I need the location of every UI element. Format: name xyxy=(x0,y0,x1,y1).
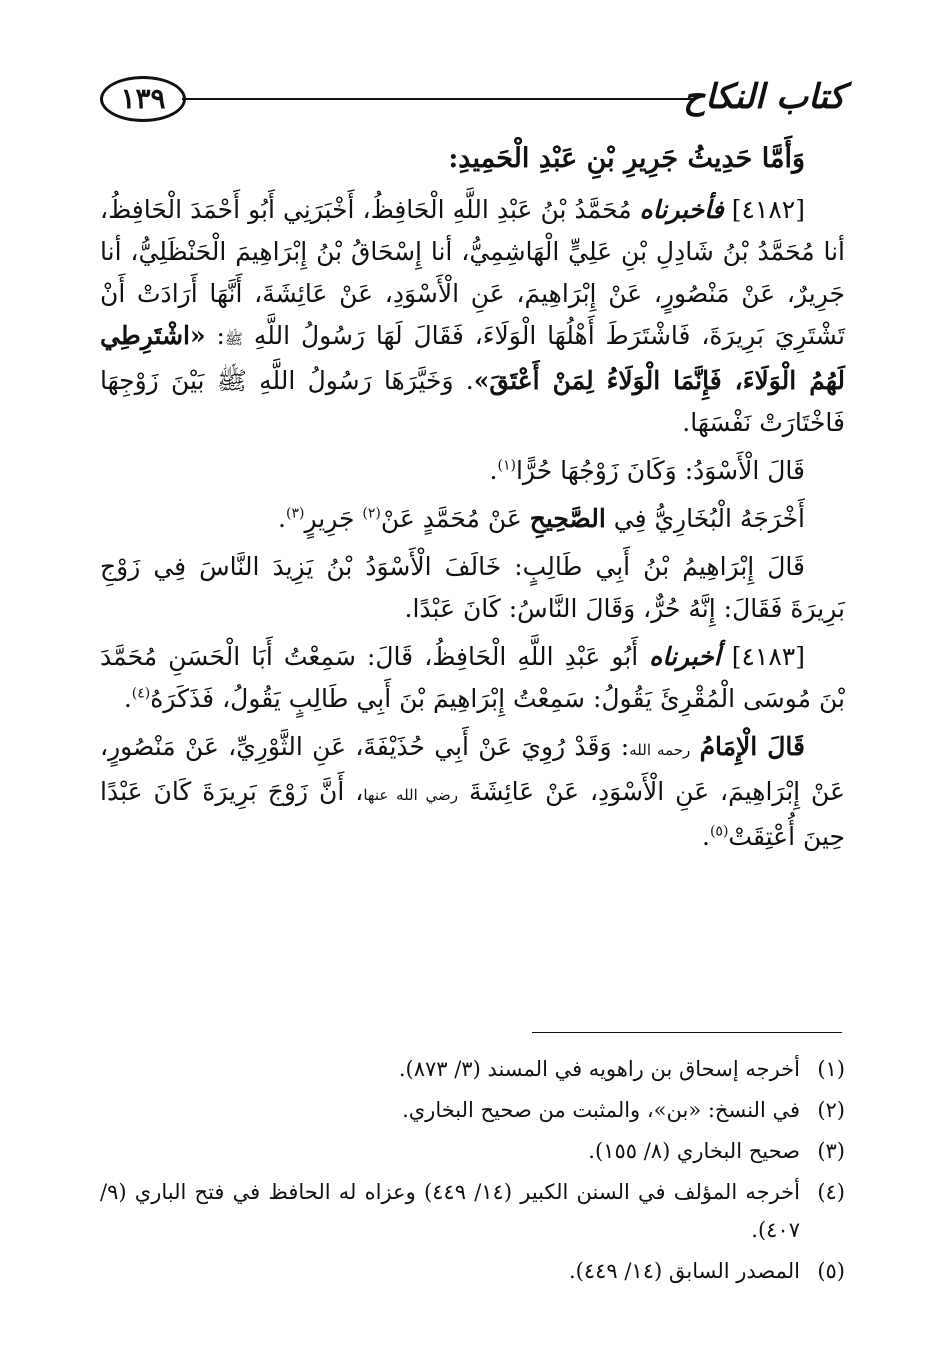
hadith-keyword: أخبرناه xyxy=(649,642,721,671)
footnote-number: (٥) xyxy=(817,1259,845,1283)
book-name: الصَّحِيحِ xyxy=(529,504,606,533)
footnote-text: أخرجه إسحاق بن راهويه في المسند (٣/ ٨٧٣). xyxy=(398,1057,800,1081)
page-number-frame xyxy=(100,76,186,122)
bukhari-reference xyxy=(100,498,845,540)
honorific-mark: رحمه الله xyxy=(629,741,691,759)
footnote-item xyxy=(100,1091,845,1129)
hadith-number: [٤١٨٣] xyxy=(731,642,805,671)
imam-text: : وَقَدْ رُوِيَ عَنْ أَبِي حُذَيْفَةَ، عَنِ الثَّوْرِيِّ، عَنْ مَنْصُورٍ، عَنْ إِبْرَاهِيمَ، عَنِ الْأَسْوَدِ، عَنْ عَائِشَةَ xyxy=(100,732,846,806)
hadith-4183 xyxy=(100,636,845,720)
footnote-number: (٢) xyxy=(817,1098,845,1122)
hadith-keyword: فأخبرناه xyxy=(639,195,724,224)
main-text xyxy=(100,135,845,1020)
header-rule xyxy=(182,98,695,100)
footnote-item xyxy=(100,1050,845,1088)
footnote-item xyxy=(100,1252,845,1290)
footnote-item xyxy=(100,1173,845,1249)
footnote-number: (٣) xyxy=(817,1139,845,1163)
sentence-end: . xyxy=(489,456,498,485)
aswad-text: قَالَ الْأَسْوَدُ: وَكَانَ زَوْجُهَا حُرًّا xyxy=(515,456,805,485)
bukhari-text: أَخْرَجَهُ الْبُخَارِيُّ فِي xyxy=(613,504,805,533)
salutation-mark: ﷺ xyxy=(224,330,243,348)
page-header xyxy=(100,70,845,128)
footnote-text: في النسخ: «بن»، والمثبت من صحيح البخاري. xyxy=(402,1098,800,1122)
footnote-ref-3: (٣) xyxy=(285,505,305,522)
sentence-end: . xyxy=(123,684,132,713)
hadith-text: مُحَمَّدُ بْنُ عَبْدِ اللَّهِ الْحَافِظُ، أَخْبَرَنِي أَبُو أَحْمَدَ الْحَافِظُ، أنا مُحَمَّدُ بْنُ شَادِلِ بْنِ عَلِيٍّ الْهَاشِمِيُّ، أنا إِسْحَاقُ بْنُ إِبْرَاهِيمَ الْحَنْظَلِيُّ، أنا جَرِيرٌ، عَنْ مَنْصُورٍ، عَنْ إِبْرَاهِيمَ، عَنِ الْأَسْوَدِ، عَنْ عَائِشَةَ، أَنَّهَا أَرَادَتْ أَنْ تَشْتَرِيَ بَرِيرَةَ، فَاشْتَرَطَ أَهْلُهَا الْوَلَاءَ، فَقَالَ لَهَا رَسُولُ اللَّهِ xyxy=(100,195,846,350)
footnote-ref-1: (١) xyxy=(497,457,516,474)
footnote-separator xyxy=(532,1032,842,1033)
footnote-ref-4: (٤) xyxy=(131,685,151,702)
ibrahim-statement: قَالَ إِبْرَاهِيمُ بْنُ أَبِي طَالِبٍ: خَالَفَ الْأَسْوَدُ بْنُ يَزِيدَ النَّاسَ فِي زَوْجِ بَرِيرَةَ فَقَالَ: إِنَّهُ حُرٌّ، وَقَالَ النَّاسُ: كَانَ عَبْدًا. xyxy=(100,552,845,623)
sentence-end: . xyxy=(702,822,710,851)
aswad-statement xyxy=(100,450,845,492)
bukhari-text-3: جَرِيرٍ xyxy=(304,504,355,533)
hadith-text-after: . وَخَيَّرَهَا رَسُولُ اللَّهِ ﷺ بَيْنَ زَوْجِهَا فَاخْتَارَتْ نَفْسَهَا. xyxy=(100,366,845,437)
section-heading: وَأَمَّا حَدِيثُ جَرِيرِ بْنِ عَبْدِ الْحَمِيدِ: xyxy=(448,143,805,174)
hadith-text: أَبُو عَبْدِ اللَّهِ الْحَافِظُ، قَالَ: سَمِعْتُ أَبَا الْحَسَنِ مُحَمَّدَ بْنَ مُوسَى الْمُقْرِئَ يَقُولُ: سَمِعْتُ إِبْرَاهِيمَ بْنَ أَبِي طَالِبٍ يَقُولُ، فَذَكَرَهُ xyxy=(100,642,845,713)
page-number: ١٣٩ xyxy=(120,82,166,115)
footnote-text: صحيح البخاري (٨/ ١٥٥). xyxy=(588,1139,800,1163)
footnote-item xyxy=(100,1132,845,1170)
footnotes xyxy=(100,1050,845,1293)
imam-text-2: ، أَنَّ زَوْجَ بَرِيرَةَ كَانَ عَبْدًا حِينَ أُعْتِقَتْ xyxy=(100,777,845,851)
imam-label: قَالَ الْإِمَامُ xyxy=(699,732,805,761)
footnote-number: (٤) xyxy=(817,1180,845,1204)
sentence-end: . xyxy=(278,504,286,533)
honorific-mark: رضي الله عنها xyxy=(363,786,459,804)
footnote-ref-2: (٢) xyxy=(362,505,381,522)
footnote-text: المصدر السابق (١٤/ ٤٤٩). xyxy=(568,1259,800,1283)
footnote-number: (١) xyxy=(817,1057,845,1081)
footnote-ref-5: (٥) xyxy=(709,823,729,840)
book-title: كتاب النكاح xyxy=(683,77,845,117)
hadith-4182: [٤١٨٢] فأخبرناه مُحَمَّدُ بْنُ عَبْدِ اللَّهِ الْحَافِظُ، أَخْبَرَنِي أَبُو أَحْمَدَ الْحَافِظُ، أنا مُحَمَّدُ بْنُ شَادِلِ بْنِ عَلِيٍّ الْهَاشِمِيُّ، أنا إِسْحَاقُ بْنُ إِبْرَاهِيمَ الْحَنْظَلِيُّ، أنا جَرِيرٌ، عَنْ مَنْصُورٍ، عَنْ إِبْرَاهِيمَ، عَنِ الْأَسْوَدِ، عَنْ عَائِشَةَ، أَنَّهَا أَرَادَتْ أَنْ تَشْتَرِيَ بَرِيرَةَ، فَاشْتَرَطَ أَهْلُهَا الْوَلَاءَ، فَقَالَ لَهَا رَسُولُ اللَّهِ ﷺ: «اشْتَرِطِي لَهُمُ الْوَلَاءَ، فَإِنَّمَا الْوَلَاءُ لِمَنْ أَعْتَقَ». وَخَيَّرَهَا رَسُولُ اللَّهِ ﷺ بَيْنَ زَوْجِهَا فَاخْتَارَتْ نَفْسَهَا. xyxy=(100,195,846,437)
footnote-text: أخرجه المؤلف في السنن الكبير (١٤/ ٤٤٩) وعزاه له الحافظ في فتح الباري (٩/ ٤٠٧). xyxy=(100,1180,800,1242)
imam-statement xyxy=(100,726,845,858)
hadith-quote: «اشْتَرِطِي لَهُمُ الْوَلَاءَ، فَإِنَّمَا الْوَلَاءُ لِمَنْ أَعْتَقَ» xyxy=(100,321,845,395)
hadith-number: [٤١٨٢] xyxy=(731,195,805,224)
bukhari-text-2: عَنْ مُحَمَّدٍ عَنْ xyxy=(380,504,522,533)
